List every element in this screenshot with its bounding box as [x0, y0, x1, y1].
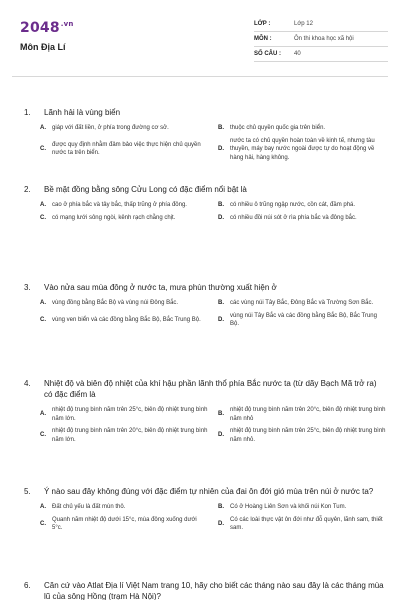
- option-text: Có ở Hoàng Liên Sơn và khối núi Kon Tum.: [230, 504, 347, 510]
- option-letter: A.: [40, 411, 46, 418]
- option-b[interactable]: [218, 201, 392, 210]
- question-number: 2.: [24, 185, 31, 194]
- option-letter: A.: [40, 504, 46, 510]
- meta-value: 40: [294, 51, 301, 57]
- meta-row-count: [254, 47, 388, 62]
- site-logo[interactable]: [20, 20, 74, 36]
- question-number: 6.: [24, 581, 31, 590]
- subject-title: Môn Địa Lí: [20, 42, 66, 52]
- option-letter: B.: [218, 125, 224, 131]
- question-2: [24, 184, 384, 222]
- question-number: 4.: [24, 379, 31, 388]
- option-letter: B.: [218, 411, 224, 418]
- option-c[interactable]: [40, 312, 214, 329]
- option-d[interactable]: [218, 312, 392, 329]
- question-number: 3.: [24, 283, 31, 292]
- option-text: Quanh năm nhiệt độ dưới 15°c, mùa đông xuống dưới 5°c.: [52, 516, 197, 531]
- option-a[interactable]: [40, 299, 214, 308]
- option-c[interactable]: [40, 214, 214, 223]
- option-text: nhiệt độ trung bình năm trên 25°c, biên độ nhiệt trung bình năm nhỏ.: [230, 428, 386, 443]
- question-5: [24, 486, 384, 533]
- option-letter: B.: [218, 202, 224, 208]
- meta-value: Ôn thi khoa học xã hội: [294, 36, 354, 42]
- option-text: nhiệt độ trung bình năm trên 20°c, biên độ nhiệt trung bình năm lớn.: [52, 428, 208, 443]
- question-title: [24, 486, 384, 497]
- option-letter: C.: [40, 146, 46, 152]
- question-4: [24, 378, 384, 444]
- question-title: [24, 378, 384, 400]
- option-text: vùng ven biển và các đồng bằng Bắc Bộ, Bắc Trung Bộ.: [52, 316, 201, 323]
- option-a[interactable]: [40, 124, 214, 133]
- question-title: [24, 580, 384, 600]
- option-text: có mạng lưới sông ngòi, kênh rạch chằng chịt.: [52, 214, 176, 221]
- question-1: [24, 107, 384, 162]
- question-text: Ý nào sau đây không đúng với đặc điểm tự nhiên của đai ôn đới gió mùa trên núi ở nước ta?: [44, 487, 374, 496]
- option-text: cao ở phía bắc và tây bắc, thấp trũng ở phía đông.: [52, 202, 187, 208]
- answer-options: [40, 299, 384, 329]
- question-title: [24, 282, 384, 293]
- option-a[interactable]: [40, 503, 214, 512]
- option-text: Đất chủ yếu là đất mùn thô.: [52, 504, 126, 510]
- logo-tld: .vn: [60, 20, 74, 28]
- answer-options: [40, 503, 384, 533]
- option-a[interactable]: [40, 201, 214, 210]
- meta-key: MÔN :: [254, 36, 272, 42]
- option-letter: B.: [218, 300, 224, 306]
- question-3: [24, 282, 384, 329]
- question-title: [24, 184, 384, 195]
- option-text: giáp với đất liền, ở phía trong đường cơ sở.: [52, 125, 169, 131]
- option-text: nhiệt độ trung bình năm trên 25°c, biên độ nhiệt trung bình năm lớn.: [52, 407, 208, 422]
- option-letter: D.: [218, 214, 224, 221]
- option-text: vùng đồng bằng Bắc Bộ và vùng núi Đông Bắc.: [52, 300, 179, 306]
- question-title: [24, 107, 384, 118]
- question-6: [24, 580, 384, 600]
- logo-text: 2048: [20, 20, 60, 36]
- option-d[interactable]: [218, 214, 392, 223]
- option-d[interactable]: [218, 427, 392, 444]
- option-letter: C.: [40, 316, 46, 323]
- answer-options: [40, 124, 384, 162]
- option-text: có nhiều đồi núi sót ở rìa phía bắc và đông bắc.: [230, 214, 357, 221]
- exam-meta-table: [254, 17, 388, 62]
- option-letter: C.: [40, 214, 46, 221]
- option-letter: D.: [218, 432, 224, 439]
- option-text: Có các loài thực vật ôn đới như đỗ quyên, lãnh sam, thiết sam.: [230, 516, 383, 531]
- header-divider: [12, 76, 388, 77]
- meta-key: LỚP :: [254, 21, 271, 27]
- option-text: được quy định nhằm đảm bảo việc thực hiện chủ quyền nước ta trên biển.: [52, 141, 201, 157]
- option-text: nước ta có chủ quyền hoàn toàn về kinh tế, nhưng tàu thuyền, máy bay nước ngoài được tự do hoạt động về hàng hải, hàng không.: [230, 137, 375, 161]
- meta-key: SỐ CÂU :: [254, 51, 281, 57]
- option-letter: A.: [40, 202, 46, 208]
- exam-header: [12, 12, 388, 72]
- option-b[interactable]: [218, 406, 392, 423]
- question-text: Nhiệt độ và biên độ nhiệt của khí hậu phần lãnh thổ phía Bắc nước ta (từ dãy Bạch Mã trở ra) có đặc điểm là: [44, 379, 377, 399]
- option-c[interactable]: [40, 516, 214, 533]
- option-text: có nhiều ô trũng ngập nước, cồn cát, đầm phá.: [230, 202, 356, 208]
- option-d[interactable]: [218, 516, 392, 533]
- question-number: 5.: [24, 487, 31, 496]
- option-letter: A.: [40, 125, 46, 131]
- option-text: nhiệt độ trung bình năm trên 20°c, biên độ nhiệt trung bình năm nhỏ: [230, 407, 386, 422]
- option-letter: A.: [40, 300, 46, 306]
- question-number: 1.: [24, 108, 31, 117]
- option-letter: D.: [218, 316, 224, 323]
- question-text: Vào nửa sau mùa đông ở nước ta, mưa phùn thường xuất hiện ở: [44, 283, 277, 292]
- option-b[interactable]: [218, 503, 392, 512]
- option-text: thuộc chủ quyền quốc gia trên biển.: [230, 125, 326, 131]
- question-text: Căn cứ vào Atlat Địa lí Việt Nam trang 10, hãy cho biết các tháng nào sau đây là các tháng mùa lũ của sông Hồng (trạm Hà Nội)?: [44, 581, 384, 600]
- meta-row-class: [254, 17, 388, 32]
- question-text: Bề mặt đồng bằng sông Cửu Long có đặc điểm nổi bật là: [44, 185, 247, 194]
- option-b[interactable]: [218, 299, 392, 308]
- option-letter: C.: [40, 520, 46, 527]
- option-b[interactable]: [218, 124, 392, 133]
- answer-options: [40, 406, 384, 444]
- meta-row-subject: [254, 32, 388, 47]
- option-d[interactable]: [218, 137, 392, 163]
- option-text: các vùng núi Tây Bắc, Đông Bắc và Trường Sơn Bắc.: [230, 300, 374, 306]
- meta-value: Lớp 12: [294, 21, 313, 27]
- option-letter: B.: [218, 504, 224, 510]
- option-a[interactable]: [40, 406, 214, 423]
- option-text: vùng núi Tây Bắc và các đồng bằng Bắc Bộ, Bắc Trung Bộ.: [230, 312, 377, 327]
- option-c[interactable]: [40, 427, 214, 444]
- answer-options: [40, 201, 384, 222]
- option-c[interactable]: [40, 137, 214, 163]
- question-text: Lãnh hải là vùng biển: [44, 108, 121, 117]
- option-letter: C.: [40, 432, 46, 439]
- option-letter: D.: [218, 520, 224, 527]
- option-letter: D.: [218, 146, 224, 152]
